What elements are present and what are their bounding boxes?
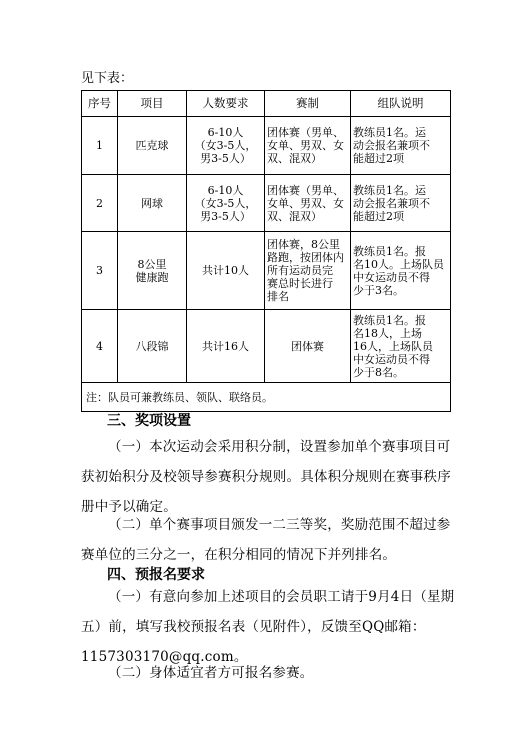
cell-people: 6-10人 （女3-5人， 男3-5人） bbox=[187, 175, 265, 232]
cell-item: 匹克球 bbox=[118, 117, 187, 175]
header-number: 序号 bbox=[82, 91, 118, 117]
cell-format: 团体赛，8公里 路跑，按团体内 所有运动员完 赛总时长进行 排名 bbox=[265, 232, 351, 310]
cell-team: 教练员1名。运 动会报名兼项不 能超过2项 bbox=[351, 175, 451, 232]
cell-format: 团体赛（男单、 女单、男双、女 双、混双） bbox=[265, 175, 351, 232]
table-row bbox=[82, 310, 451, 383]
header-format: 赛制 bbox=[265, 91, 351, 117]
cell-number: 4 bbox=[82, 310, 118, 383]
cell-number: 3 bbox=[82, 232, 118, 310]
awards-paragraph-2: （二）单个赛事项目颁发一二三等奖，奖励范围不超过参赛单位的三分之一，在积分相同的情况下并列排名。 bbox=[81, 517, 451, 563]
table-header-row bbox=[82, 91, 451, 117]
cell-people: 共计10人 bbox=[187, 232, 265, 310]
section-heading-awards: 三、奖项设置 bbox=[107, 413, 191, 429]
table-row bbox=[82, 117, 451, 175]
events-table bbox=[81, 90, 451, 412]
cell-number: 1 bbox=[82, 117, 118, 175]
registration-paragraph-1: （一）有意向参加上述项目的会员职工请于9月4日（星期五）前，填写我校预报名表（见附件），反馈至QQ邮箱：1157303170@qq.com。 bbox=[81, 589, 455, 665]
cell-format: 团体赛 bbox=[265, 310, 351, 383]
section-heading-registration: 四、预报名要求 bbox=[107, 567, 205, 583]
cell-item: 网球 bbox=[118, 175, 187, 232]
cell-item: 8公里 健康跑 bbox=[118, 232, 187, 310]
header-item: 项目 bbox=[118, 91, 187, 117]
table-note-row bbox=[82, 383, 451, 412]
table-row bbox=[82, 175, 451, 232]
table-note: 注：队员可兼教练员、领队、联络员。 bbox=[82, 383, 451, 412]
cell-team: 教练员1名。运 动会报名兼项不 能超过2项 bbox=[351, 117, 451, 175]
table-row bbox=[82, 232, 451, 310]
cell-team: 教练员1名。报 名10人。上场队员 中女运动员不得 少于3名。 bbox=[351, 232, 451, 310]
awards-paragraph-1: （一）本次运动会采用积分制，设置参加单个赛事项目可获初始积分及校领导参赛积分规则。具体积分规则在赛事秩序册中予以确定。 bbox=[81, 439, 451, 515]
intro-text: 见下表： bbox=[81, 71, 134, 86]
cell-format: 团体赛（男单、 女单、男双、女 双、混双） bbox=[265, 117, 351, 175]
cell-people: 共计16人 bbox=[187, 310, 265, 383]
cell-team: 教练员1名。报 名18人，上场 16人，上场队员 中女运动员不得 少于8名。 bbox=[351, 310, 451, 383]
header-people: 人数要求 bbox=[187, 91, 265, 117]
cell-number: 2 bbox=[82, 175, 118, 232]
registration-paragraph-2: （二）身体适宜者方可报名参赛。 bbox=[108, 665, 314, 681]
header-team: 组队说明 bbox=[351, 91, 451, 117]
cell-people: 6-10人 （女3-5人， 男3-5人） bbox=[187, 117, 265, 175]
cell-item: 八段锦 bbox=[118, 310, 187, 383]
